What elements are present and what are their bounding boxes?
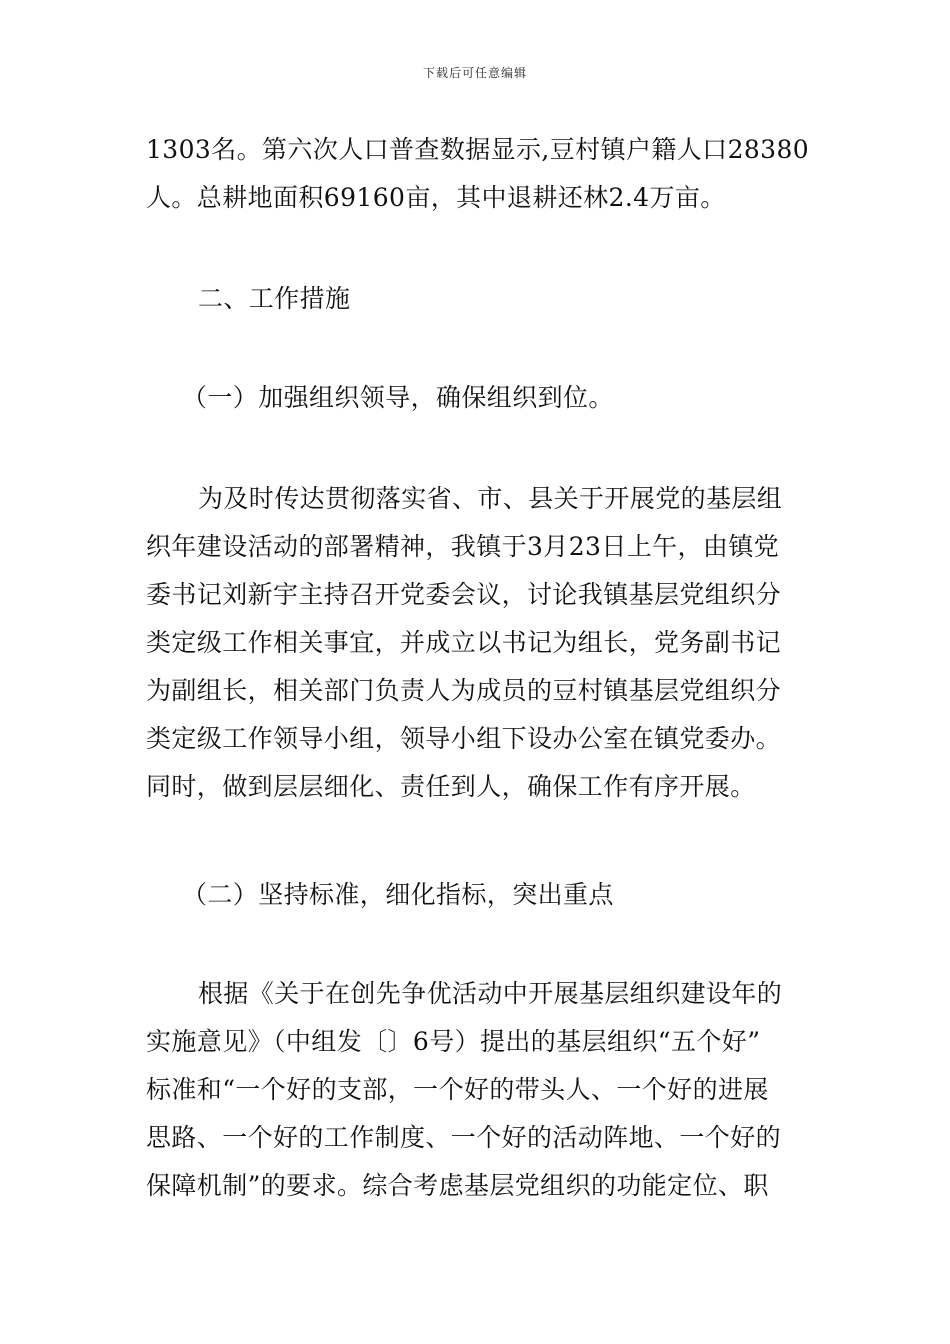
text-line: 实施意见》（中组发〔〕6号）提出的基层组织“五个好”: [146, 1027, 761, 1056]
text-line: 同时，做到层层细化、责任到人，确保工作有序开展。: [146, 772, 756, 801]
text-line: 标准和“一个好的支部，一个好的带头人、一个好的进展: [146, 1075, 769, 1104]
text-line: 思路、一个好的工作制度、一个好的活动阵地、一个好的: [146, 1123, 782, 1152]
text-line: 人。总耕地面积69160亩，其中退耕还林2.4万亩。: [146, 183, 726, 212]
paragraph-standards: [146, 970, 810, 1210]
text-line: 保障机制”的要求。综合考虑基层党组织的功能定位、职: [146, 1171, 769, 1200]
text-line: 1303名。第六次人口普查数据显示,豆村镇户籍人口28380: [146, 135, 810, 164]
subheading-two: [146, 871, 810, 919]
paragraph-population: [146, 126, 810, 222]
text-line: 为及时传达贯彻落实省、市、县关于开展党的基层组: [198, 484, 783, 513]
subheading-one: [146, 374, 810, 422]
text-line: 类定级工作领导小组，领导小组下设办公室在镇党委办。: [146, 724, 782, 753]
heading-line: （一）加强组织领导，确保组织到位。: [182, 383, 614, 412]
section-heading-work-measures: [146, 275, 810, 323]
text-line: 织年建设活动的部署精神，我镇于3月23日上午，由镇党: [146, 532, 780, 561]
heading-line: （二）坚持标准，细化指标，突出重点: [182, 880, 614, 909]
text-line: 类定级工作相关事宜，并成立以书记为组长，党务副书记: [146, 628, 782, 657]
page-header: 下载后可任意编辑: [422, 66, 527, 80]
heading-line: 二、工作措施: [198, 284, 351, 313]
text-line: 为副组长，相关部门负责人为成员的豆村镇基层党组织分: [146, 676, 782, 705]
paragraph-organization: [146, 475, 810, 811]
text-line: 根据《关于在创先争优活动中开展基层组织建设年的: [198, 979, 783, 1008]
text-line: 委书记刘新宇主持召开党委会议，讨论我镇基层党组织分: [146, 580, 782, 609]
